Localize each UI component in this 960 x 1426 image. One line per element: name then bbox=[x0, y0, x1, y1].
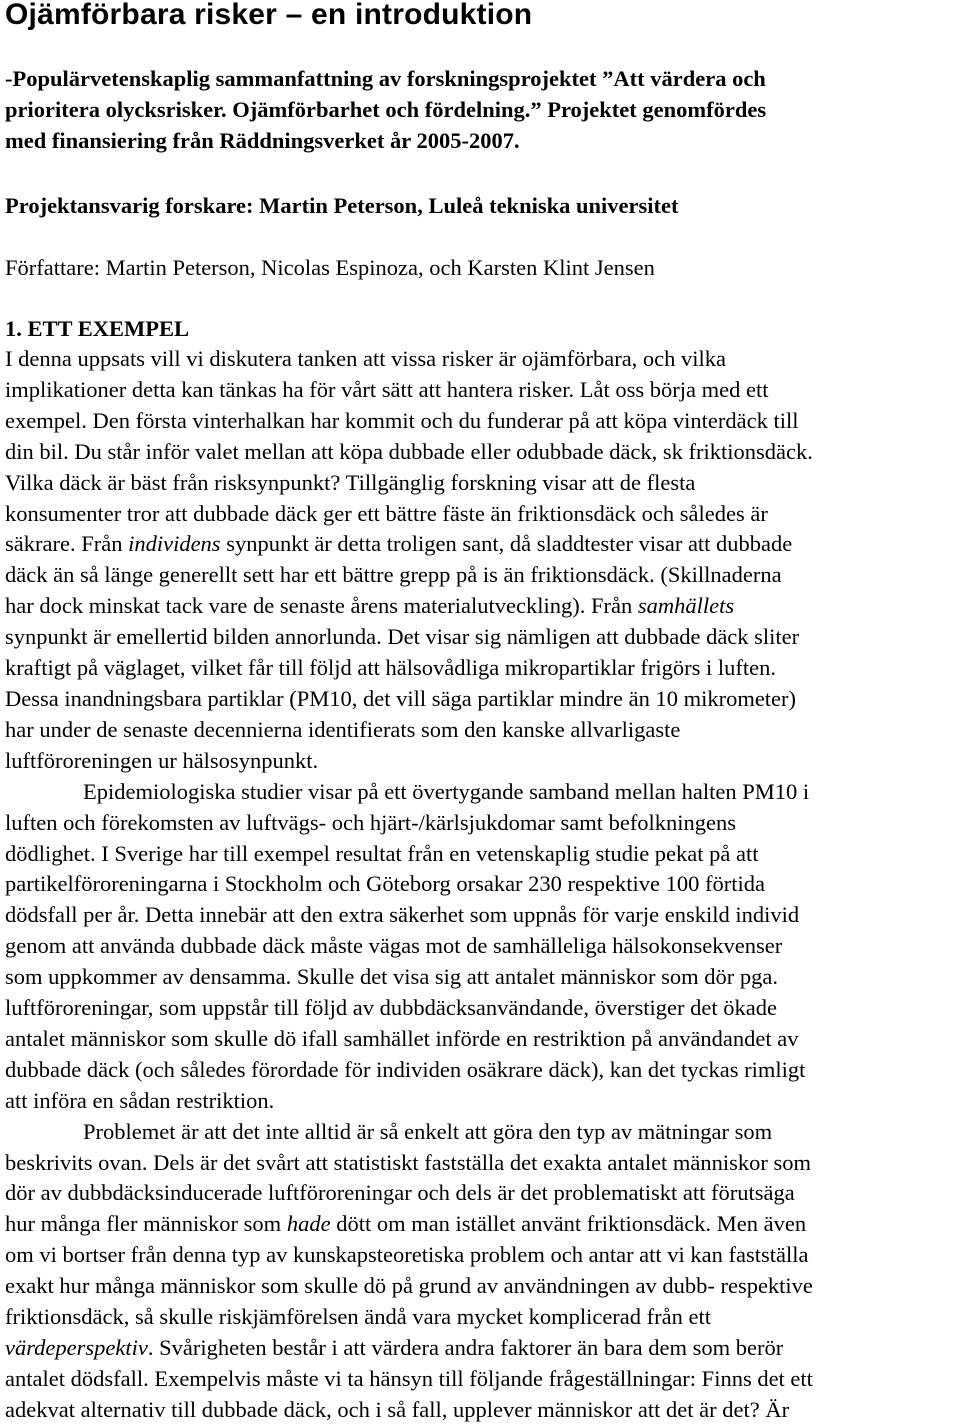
paragraph-line: dödsfall per år. Detta innebär att den extra säkerhet som uppnås för varje enskild individ bbox=[5, 902, 800, 928]
paragraph-line: adekvat alternativ till dubbade däck, och i så fall, upplever människor att det är det? Är bbox=[5, 1396, 790, 1422]
paragraph-line: värdeperspektiv. Svårigheten består i att värdera andra faktorer än bara dem som berör bbox=[5, 1335, 784, 1360]
paragraph-line: partikelföroreningarna i Stockholm och Göteborg orsakar 230 respektive 100 förtida bbox=[5, 871, 765, 897]
paragraph-line: beskrivits ovan. Dels är det svårt att statistiskt fastställa det exakta antalet människor som bbox=[5, 1149, 812, 1175]
responsible-researcher: Projektansvarig forskare: Martin Peterson, Luleå tekniska universitet bbox=[5, 193, 679, 218]
summary-line: med finansiering från Räddningsverket år 2005-2007. bbox=[5, 128, 520, 153]
paragraph-line: implikationer detta kan tänkas ha för vårt sätt att hantera risker. Låt oss börja med ett bbox=[5, 376, 769, 402]
paragraph-1 bbox=[5, 344, 955, 777]
paragraph-line: Dessa inandningsbara partiklar (PM10, det vill säga partiklar mindre än 10 mikrometer) bbox=[5, 685, 797, 711]
document-title: Ojämförbara risker – en introduktion bbox=[5, 0, 533, 31]
paragraph-line: friktionsdäck, så skulle riskjämförelsen ändå vara mycket komplicerad från ett bbox=[5, 1304, 711, 1330]
paragraph-line: att införa en sådan restriktion. bbox=[5, 1087, 275, 1113]
paragraph-line: Epidemiologiska studier visar på ett övertygande samband mellan halten PM10 i bbox=[83, 778, 810, 804]
paragraph-line: din bil. Du står inför valet mellan att köpa dubbade eller odubbade däck, sk friktionsdäck. bbox=[5, 438, 813, 464]
paragraph-2 bbox=[5, 777, 955, 1117]
paragraph-line: antalet människor som skulle dö ifall samhället införde en restriktion på användandet av bbox=[5, 1025, 799, 1051]
paragraph-line: luftföroreningen ur hälsosynpunkt. bbox=[5, 747, 319, 773]
paragraph-line: synpunkt är emellertid bilden annorlunda. Det visar sig nämligen att dubbade däck sliter bbox=[5, 624, 800, 650]
paragraph-line: dödlighet. I Sverige har till exempel resultat från en vetenskaplig studie pekat på att bbox=[5, 840, 759, 866]
paragraph-line: dör av dubbdäcksinducerade luftföroreningar och dels är det problematiskt att förutsäga bbox=[5, 1180, 795, 1206]
paragraph-line: luftföroreningar, som uppstår till följd av dubbdäcksanvändande, överstiger det ökade bbox=[5, 995, 777, 1021]
paragraph-line: säkrare. Från individens synpunkt är detta troligen sant, då sladdtester visar att dubbade bbox=[5, 531, 793, 557]
summary-line: prioritera olycksrisker. Ojämförbarhet och fördelning.” Projektet genomfördes bbox=[5, 97, 767, 122]
paragraph-line: har dock minskat tack vare de senaste årens materialutveckling). Från samhällets bbox=[5, 593, 735, 619]
paragraph-line: kraftigt på väglaget, vilket får till följd att hälsovådliga mikropartiklar frigörs i luften. bbox=[5, 655, 777, 681]
paragraph-line: genom att använda dubbade däck måste vägas mot de samhälleliga hälsokonsekvenser bbox=[5, 933, 783, 959]
paragraph-line: Problemet är att det inte alltid är så enkelt att göra den typ av mätningar som bbox=[83, 1118, 773, 1144]
paragraph-line: hur många fler människor som hade dött om man istället använt friktionsdäck. Men även bbox=[5, 1211, 807, 1237]
paragraph-line: om vi bortser från denna typ av kunskapsteoretiska problem och antar att vi kan fastställa bbox=[5, 1242, 809, 1268]
paragraph-line: Vilka däck är bäst från risksynpunkt? Tillgänglig forskning visar att de flesta bbox=[5, 469, 696, 495]
paragraph-line: dubbade däck (och således förordade för individen osäkrare däck), kan det tyckas rimligt bbox=[5, 1056, 806, 1082]
paragraph-line: konsumenter tror att dubbade däck ger ett bättre fäste än friktionsdäck och således är bbox=[5, 500, 768, 526]
paragraph-line: antalet dödsfall. Exempelvis måste vi ta hänsyn till följande frågeställningar: Finns det ett bbox=[5, 1365, 813, 1391]
paragraph-line: exakt hur många människor som skulle dö på grund av användningen av dubb- respektive bbox=[5, 1273, 813, 1299]
project-summary bbox=[5, 63, 955, 156]
paragraph-line: exempel. Den första vinterhalkan har kommit och du funderar på att köpa vinterdäck till bbox=[5, 407, 799, 433]
paragraph-line: luften och förekomsten av luftvägs- och hjärt-/kärlsjukdomar samt befolkningens bbox=[5, 809, 737, 835]
paragraph-line: har under de senaste decennierna identifierats som den kanske allvarligaste bbox=[5, 716, 681, 742]
document-page bbox=[5, 0, 955, 1426]
paragraph-line: däck än så länge generellt sett har ett bättre grepp på is än friktionsdäck. (Skillnaderna bbox=[5, 562, 782, 588]
paragraph-line: som uppkommer av densamma. Skulle det visa sig att antalet människor som dör pga. bbox=[5, 964, 778, 990]
summary-line: -Populärvetenskaplig sammanfattning av forskningsprojektet ”Att värdera och bbox=[5, 66, 766, 91]
authors: Författare: Martin Peterson, Nicolas Espinoza, och Karsten Klint Jensen bbox=[5, 255, 655, 280]
section-heading: 1. ETT EXEMPEL bbox=[5, 316, 189, 341]
paragraph-3 bbox=[5, 1117, 955, 1426]
paragraph-line: I denna uppsats vill vi diskutera tanken att vissa risker är ojämförbara, och vilka bbox=[5, 346, 727, 371]
